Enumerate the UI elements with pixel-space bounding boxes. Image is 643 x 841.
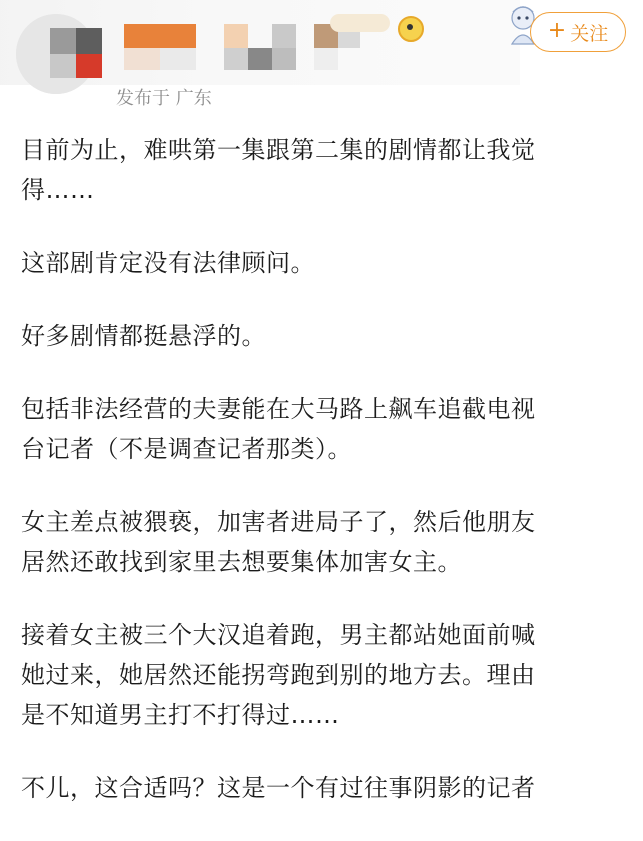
text-line: 包括非法经营的夫妻能在大马路上飙车追截电视: [21, 395, 536, 423]
redact-block: [50, 28, 76, 54]
post-header: [0, 0, 643, 118]
post-paragraph: [21, 316, 631, 356]
text-line: 是不知道男主打不打得过……: [21, 701, 340, 729]
redact-block: [272, 24, 296, 48]
text-line: 居然还敢找到家里去想要集体加害女主。: [21, 548, 462, 576]
text-line: 这部剧肯定没有法律顾问。: [21, 249, 315, 277]
text-line: 接着女主被三个大汉追着跑，男主都站她面前喊: [21, 621, 536, 649]
redact-block: [314, 48, 338, 70]
follow-button[interactable]: [530, 12, 626, 52]
sticker-bubbles: [330, 14, 390, 32]
plus-icon: +: [547, 18, 567, 43]
post-paragraph: [21, 243, 631, 283]
fish-sticker-icon: [398, 16, 424, 42]
redact-block: [224, 24, 248, 48]
post-paragraph: [21, 130, 631, 210]
redact-block: [50, 54, 76, 78]
post-paragraph: [21, 389, 631, 469]
text-line: 得……: [21, 176, 95, 204]
redact-block: [248, 48, 272, 70]
text-line: 她过来，她居然还能拐弯跑到别的地方去。理由: [21, 661, 536, 689]
follow-label: 关注: [570, 22, 609, 45]
redact-block: [224, 48, 248, 70]
text-line: 目前为止，难哄第一集跟第二集的剧情都让我觉: [21, 136, 536, 164]
post-paragraph: [21, 768, 631, 808]
redact-block: [76, 54, 102, 78]
text-line: 不儿，这合适吗？这是一个有过往事阴影的记者: [21, 774, 536, 802]
text-line: 好多剧情都挺悬浮的。: [21, 322, 266, 350]
text-line: 女主差点被猥亵，加害者进局子了，然后他朋友: [21, 508, 536, 536]
publish-location: 发布于 广东: [116, 88, 212, 109]
redact-block: [76, 28, 102, 54]
post-paragraph: [21, 502, 631, 582]
redact-block: [124, 24, 196, 48]
post-body: [21, 130, 631, 841]
text-line: 台记者（不是调查记者那类）。: [21, 435, 352, 463]
redact-block: [124, 48, 160, 70]
redact-block: [272, 48, 296, 70]
sticker-eye: [407, 24, 413, 30]
redact-block: [160, 48, 196, 70]
post-paragraph: [21, 615, 631, 735]
